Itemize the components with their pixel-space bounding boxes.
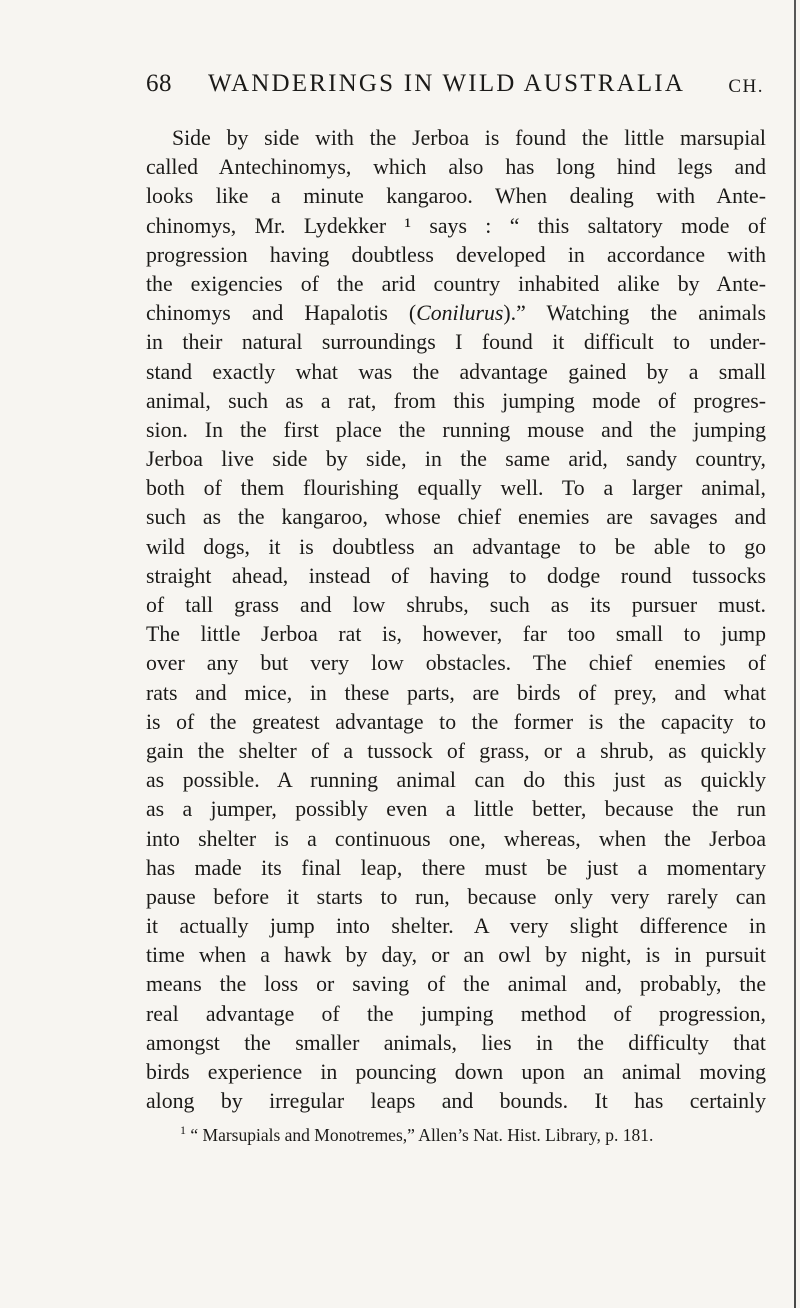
text-line: both of them flourishing equally well. To a larger animal, xyxy=(146,476,766,501)
italic-genus-name: Conilurus xyxy=(416,301,504,326)
text-line: the exigencies of the arid country inhabited alike by Ante- xyxy=(146,271,766,296)
text-line: has made its final leap, there must be just a momentary xyxy=(146,855,766,880)
text-line: over any but very low obstacles. The chief enemies of xyxy=(146,651,766,676)
body-text xyxy=(146,124,766,1147)
page-number: 68 xyxy=(146,70,172,97)
text-line: birds experience in pouncing down upon an animal moving xyxy=(146,1060,766,1084)
page-edge-shadow xyxy=(794,0,796,1308)
text-line: time when a hawk by day, or an owl by night, is in pursuit xyxy=(146,943,766,968)
running-head xyxy=(146,70,764,110)
text-line: it actually jump into shelter. A very slight difference in xyxy=(146,914,766,939)
text-line: sion. In the first place the running mouse and the jumping xyxy=(146,417,766,442)
text-line: The little Jerboa rat is, however, far too small to jump xyxy=(146,622,766,647)
text-line: as a jumper, possibly even a little better, because the run xyxy=(146,797,766,822)
footnote-marker: 1 xyxy=(180,1123,186,1138)
chapter-abbreviation: CH. xyxy=(728,76,764,97)
text-line: straight ahead, instead of having to dodge round tussocks xyxy=(146,563,766,588)
text-line: progression having doubtless developed in accordance with xyxy=(146,242,766,267)
text-line: gain the shelter of a tussock of grass, or a shrub, as quickly xyxy=(146,738,766,763)
text-line: is of the greatest advantage to the former is the capacity to xyxy=(146,709,766,734)
text-line: wild dogs, it is doubtless an advantage to be able to go xyxy=(146,534,766,559)
text-line: chinomys, Mr. Lydekker ¹ says : “ this saltatory mode of xyxy=(146,213,766,238)
text-line: amongst the smaller animals, lies in the difficulty that xyxy=(146,1030,766,1055)
text-line: as possible. A running animal can do this just as quickly xyxy=(146,768,766,793)
text-line: chinomys and Hapalotis (Conilurus).” Watching the animals xyxy=(146,301,766,326)
text-line: real advantage of the jumping method of progression, xyxy=(146,1001,766,1026)
text-line: means the loss or saving of the animal and, probably, the xyxy=(146,972,766,997)
text-line: of tall grass and low shrubs, such as its pursuer must. xyxy=(146,593,766,617)
footnote xyxy=(146,1118,766,1147)
text-line: into shelter is a continuous one, whereas, when the Jerboa xyxy=(146,826,766,851)
text-line: animal, such as a rat, from this jumping mode of progres- xyxy=(146,388,766,413)
text-line: such as the kangaroo, whose chief enemies are savages and xyxy=(146,505,766,530)
text-line: pause before it starts to run, because only very rarely can xyxy=(146,884,766,909)
text-line: Jerboa live side by side, in the same arid, sandy country, xyxy=(146,447,766,472)
text-line: along by irregular leaps and bounds. It has certainly xyxy=(146,1089,766,1114)
text-line: stand exactly what was the advantage gained by a small xyxy=(146,359,766,384)
running-title: WANDERINGS IN WILD AUSTRALIA xyxy=(208,70,686,97)
text-line: called Antechinomys, which also has long hind legs and xyxy=(146,155,766,180)
text-line: looks like a minute kangaroo. When dealing with Ante- xyxy=(146,184,766,209)
text-line: in their natural surroundings I found it difficult to under- xyxy=(146,330,766,355)
footnote-text: “ Marsupials and Monotremes,” Allen’s Nat. Hist. Library, p. 181. xyxy=(190,1125,654,1146)
text-line: Side by side with the Jerboa is found the little marsupial xyxy=(172,126,766,150)
text-line: rats and mice, in these parts, are birds of prey, and what xyxy=(146,680,766,705)
